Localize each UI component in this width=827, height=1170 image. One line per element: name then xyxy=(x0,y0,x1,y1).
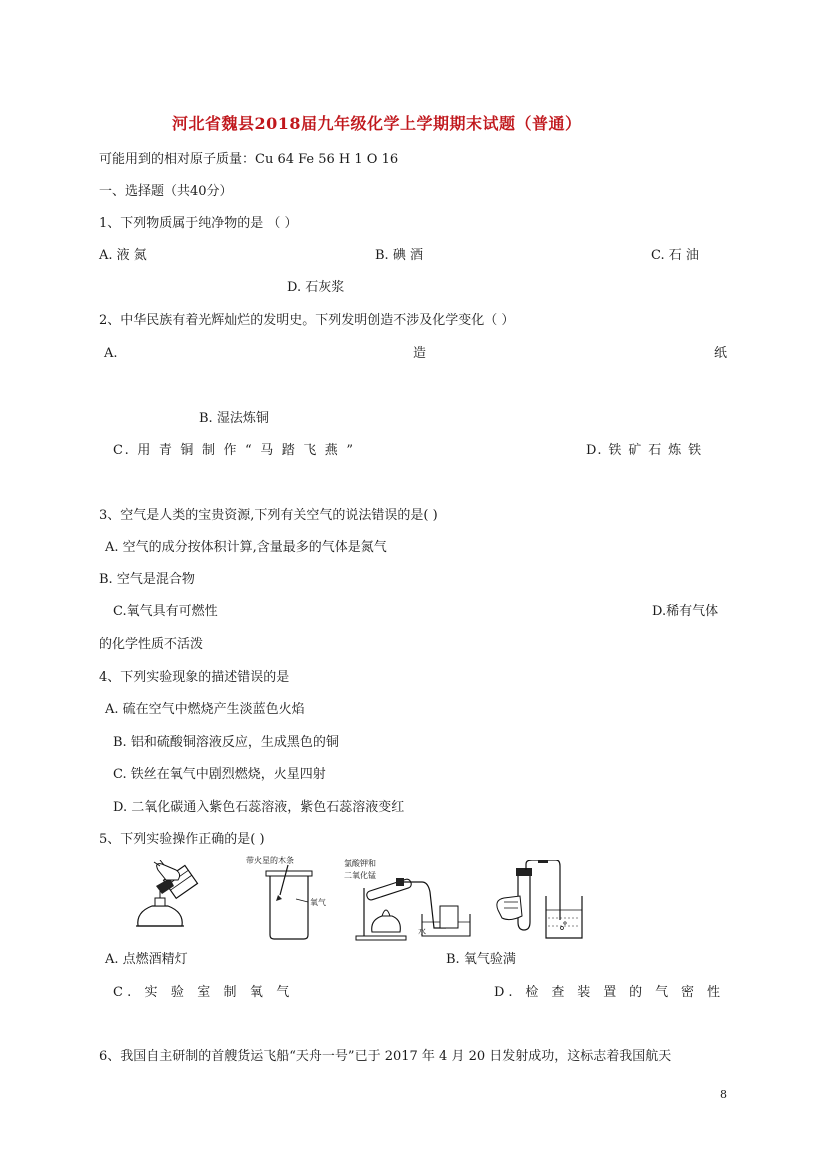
question-1-option-d: D. 石灰浆 xyxy=(287,280,345,295)
question-1-option-b: B. 碘 酒 xyxy=(375,248,423,263)
question-4-option-d: D. 二氧化碳通入紫色石蕊溶液，紫色石蕊溶液变红 xyxy=(113,800,405,815)
figure-c-label-1: 氯酸钾和 xyxy=(344,859,376,868)
question-5-option-d: D. 检 查 装 置 的 气 密 性 xyxy=(494,985,725,1000)
figure-c-label-water: 水 xyxy=(418,927,426,936)
question-2-option-a-text: 造 xyxy=(413,346,427,361)
question-3-option-c: C.氧气具有可燃性 xyxy=(113,604,218,619)
figure-alcohol-lamp xyxy=(118,860,208,940)
question-3-option-d: D.稀有气体 xyxy=(652,604,719,619)
question-5-stem: 5、下列实验操作正确的是( ) xyxy=(99,832,265,847)
figure-airtightness-check xyxy=(490,860,590,942)
question-6-stem: 6、我国自主研制的首艘货运飞船“天舟一号”已于 2017 年 4 月 20 日发射成功，这标志着我国航天 xyxy=(99,1049,672,1064)
question-2-stem: 2、中华民族有着光辉灿烂的发明史。下列发明创造不涉及化学变化（ ） xyxy=(99,313,515,328)
question-4-stem: 4、下列实验现象的描述错误的是 xyxy=(99,670,290,685)
question-2-option-a: A. xyxy=(104,346,118,361)
question-1-stem: 1、下列物质属于纯净物的是 （ ） xyxy=(99,216,298,231)
question-4-option-b: B. 铝和硫酸铜溶液反应，生成黑色的铜 xyxy=(113,735,339,750)
question-3-option-b: B. 空气是混合物 xyxy=(99,572,195,587)
figure-c-label-2: 二氧化锰 xyxy=(344,871,376,880)
question-3-stem: 3、空气是人类的宝贵资源,下列有关空气的说法错误的是( ) xyxy=(99,508,438,523)
question-3-option-d-continued: 的化学性质不活泼 xyxy=(99,637,204,652)
question-4-option-c: C. 铁丝在氧气中剧烈燃烧，火星四射 xyxy=(113,767,326,782)
question-2-option-c: C. 用 青 铜 制 作 “ 马 踏 飞 燕 ” xyxy=(113,443,356,458)
figure-oxygen-test xyxy=(240,855,330,943)
question-2-option-b: B. 湿法炼铜 xyxy=(199,411,269,426)
question-4-option-a: A. 硫在空气中燃烧产生淡蓝色火焰 xyxy=(105,702,305,717)
atomic-masses-note: 可能用到的相对原子质量：Cu 64 Fe 56 H 1 O 16 xyxy=(99,152,399,167)
page-number: 8 xyxy=(720,1088,727,1101)
section-heading: 一、选择题（共40分） xyxy=(99,184,233,199)
figure-oxygen-preparation xyxy=(342,858,472,943)
figure-b-label-oxygen: 氧气 xyxy=(310,898,326,907)
question-3-option-a: A. 空气的成分按体积计算,含量最多的气体是氮气 xyxy=(105,540,387,555)
figure-b-label-splint: 带火星的木条 xyxy=(246,856,294,865)
question-2-option-a-text-end: 纸 xyxy=(714,346,728,361)
question-5-option-a: A. 点燃酒精灯 xyxy=(105,952,188,967)
question-1-option-a: A. 液 氮 xyxy=(99,248,147,263)
document-title: 河北省魏县2018届九年级化学上学期期末试题（普通） xyxy=(172,114,582,133)
question-5-option-b: B. 氧气验满 xyxy=(446,952,516,967)
question-2-option-d: D. 铁 矿 石 炼 铁 xyxy=(586,443,703,458)
question-5-option-c: C. 实 验 室 制 氧 气 xyxy=(113,985,294,1000)
question-1-option-c: C. 石 油 xyxy=(651,248,699,263)
